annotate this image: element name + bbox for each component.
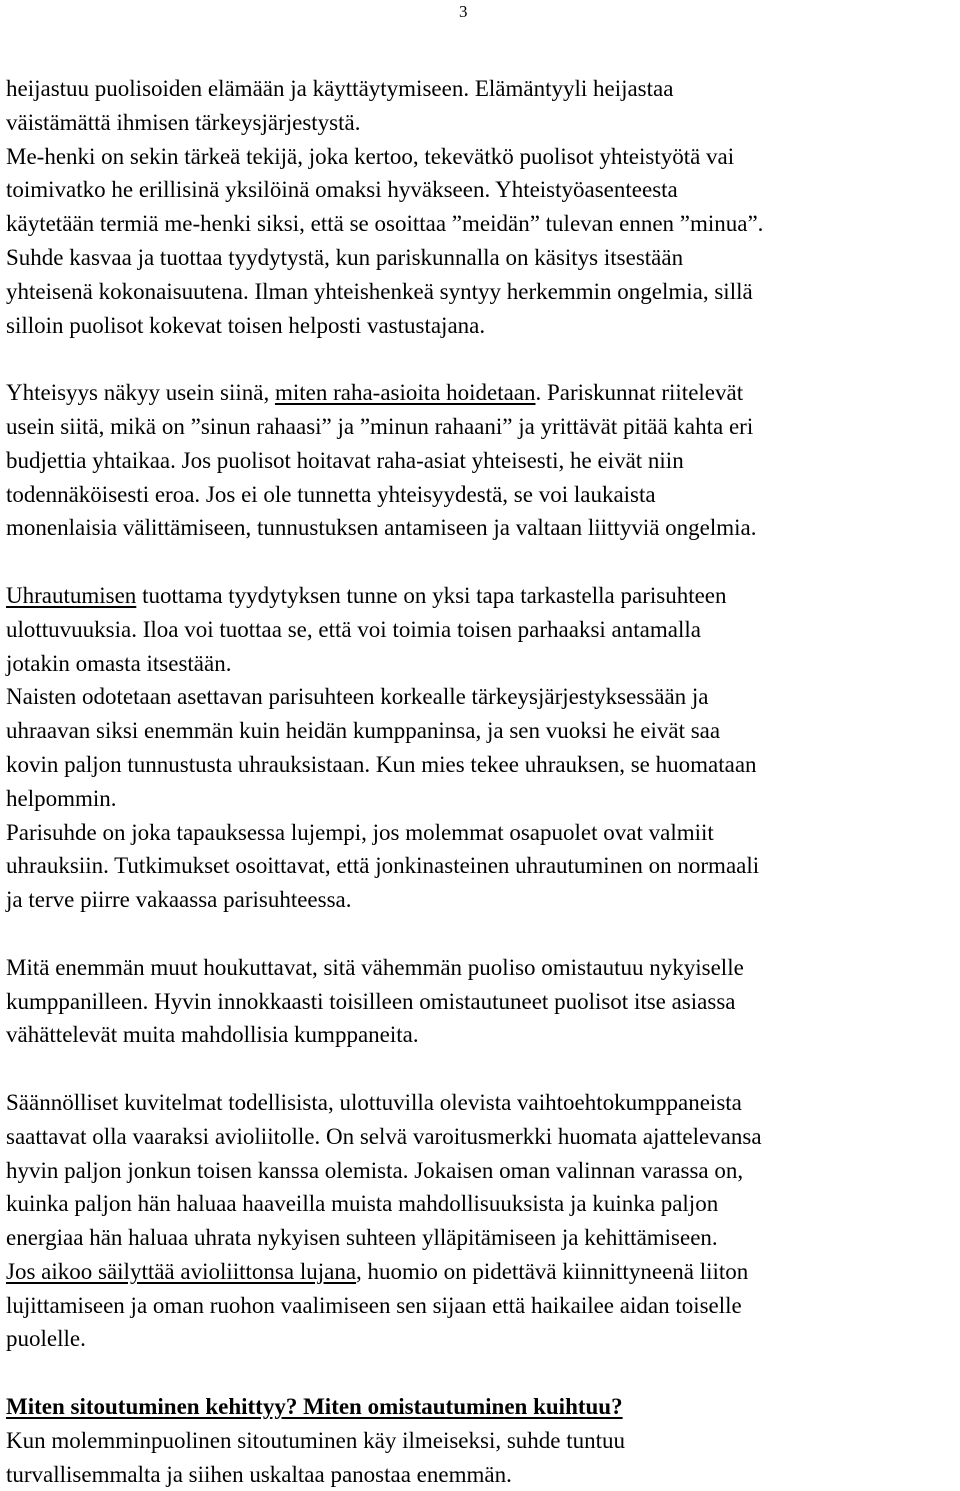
- text-line: väistämättä ihmisen tärkeysjärjestystä.: [6, 109, 361, 135]
- text-line: jotakin omasta itsestään.: [6, 650, 232, 676]
- text-line: saattavat olla vaaraksi avioliitolle. On selvä varoitusmerkki huomata ajattelevansa: [6, 1123, 762, 1149]
- text-line: ulottuvuuksia. Iloa voi tuottaa se, että voi toimia toisen parhaaksi antamalla: [6, 616, 701, 642]
- text-line: vähättelevät muita mahdollisia kumppaneita.: [6, 1022, 419, 1048]
- text-line: [6, 376, 956, 410]
- text-line: kovin paljon tunnustusta uhrauksistaan. Kun mies tekee uhrauksen, se huomataan: [6, 751, 757, 777]
- paragraph-lifestyle: [6, 72, 956, 342]
- paragraph-commitment: [6, 1424, 956, 1491]
- text-line: puolelle.: [6, 1326, 86, 1352]
- text-segment: Yhteisyys näkyy usein siinä,: [6, 380, 275, 406]
- text-line: todennäköisesti eroa. Jos ei ole tunnetta yhteisyydestä, se voi laukaista: [6, 481, 656, 507]
- text-segment: , huomio on pidettävä kiinnittyneenä liiton: [356, 1258, 749, 1284]
- text-line: Kun molemminpuolinen sitoutuminen käy ilmeiseksi, suhde tuntuu: [6, 1427, 626, 1453]
- text-line: Mitä enemmän muut houkuttavat, sitä vähemmän puoliso omistautuu nykyiselle: [6, 954, 744, 980]
- page-number: 3: [459, 2, 468, 21]
- text-line: ja terve piirre vakaassa parisuhteessa.: [6, 887, 352, 913]
- paragraph-gap: [6, 1356, 956, 1390]
- text-line: toimivatko he erillisinä yksilöinä omaksi hyväkseen. Yhteistyöasenteesta: [6, 177, 678, 203]
- text-segment: tuottama tyydytyksen tunne on yksi tapa tarkastella parisuhteen: [136, 582, 727, 608]
- text-line: kuinka paljon hän haluaa haaveilla muista mahdollisuuksista ja kuinka paljon: [6, 1191, 719, 1217]
- text-line: kumppanilleen. Hyvin innokkaasti toisilleen omistautuneet puolisot itse asiassa: [6, 988, 736, 1014]
- text-line: lujittamiseen ja oman ruohon vaalimiseen sen sijaan että haikailee aidan toiselle: [6, 1292, 742, 1318]
- paragraph-money: [6, 376, 956, 545]
- text-line: budjettia yhtaikaa. Jos puolisot hoitavat raha-asiat yhteisesti, he eivät niin: [6, 447, 684, 473]
- text-line: Naisten odotetaan asettavan parisuhteen korkealle tärkeysjärjestyksessään ja: [6, 684, 709, 710]
- text-line: käytetään termiä me-henki siksi, että se osoittaa ”meidän” tulevan ennen ”minua”.: [6, 211, 764, 237]
- paragraph-gap: [6, 917, 956, 951]
- section-heading: Miten sitoutuminen kehittyy? Miten omistautuminen kuihtuu?: [6, 1394, 623, 1420]
- text-line: Säännölliset kuvitelmat todellisista, ulottuvilla olevista vaihtoehtokumppaneista: [6, 1089, 742, 1115]
- text-line: yhteisenä kokonaisuutena. Ilman yhteishenkeä syntyy herkemmin ongelmia, sillä: [6, 278, 753, 304]
- text-line: heijastuu puolisoiden elämään ja käyttäytymiseen. Elämäntyyli heijastaa: [6, 76, 674, 101]
- text-line: hyvin paljon jonkun toisen kanssa olemista. Jokaisen oman valinnan varassa on,: [6, 1157, 744, 1183]
- paragraph-gap: [6, 1052, 956, 1086]
- underlined-phrase: Jos aikoo säilyttää avioliittonsa lujana: [6, 1258, 357, 1284]
- paragraph-fantasies: [6, 1086, 956, 1356]
- paragraph-gap: [6, 545, 956, 579]
- text-segment: . Pariskunnat riitelevät: [535, 380, 744, 406]
- text-line: Suhde kasvaa ja tuottaa tyydytystä, kun pariskunnalla on käsitys itsestään: [6, 244, 684, 270]
- text-line: usein siitä, mikä on ”sinun rahaasi” ja ”minun rahaani” ja yrittävät pitää kahta eri: [6, 413, 754, 439]
- paragraph-gap: [6, 342, 956, 376]
- text-line: silloin puolisot kokevat toisen helposti vastustajana.: [6, 312, 486, 338]
- text-line: uhrauksiin. Tutkimukset osoittavat, että jonkinasteinen uhrautuminen on normaali: [6, 853, 760, 879]
- text-line: helpommin.: [6, 785, 117, 811]
- text-line: [6, 1255, 956, 1289]
- text-line: [6, 579, 956, 613]
- text-line: monenlaisia välittämiseen, tunnustuksen antamiseen ja valtaan liittyviä ongelmia.: [6, 515, 757, 541]
- text-line: energiaa hän haluaa uhrata nykyisen suhteen ylläpitämiseen ja kehittämiseen.: [6, 1225, 718, 1251]
- underlined-phrase: Uhrautumisen: [6, 582, 137, 608]
- text-line: Me-henki on sekin tärkeä tekijä, joka kertoo, tekevätkö puolisot yhteistyötä vai: [6, 143, 735, 169]
- paragraph-temptation: [6, 951, 956, 1052]
- document-body: [6, 72, 956, 1491]
- text-line: turvallisemmalta ja siihen uskaltaa panostaa enemmän.: [6, 1461, 512, 1487]
- paragraph-sacrifice: [6, 579, 956, 917]
- underlined-phrase: miten raha-asioita hoidetaan: [274, 380, 536, 406]
- text-line: uhraavan siksi enemmän kuin heidän kumppaninsa, ja sen vuoksi he eivät saa: [6, 718, 721, 744]
- text-line: Parisuhde on joka tapauksessa lujempi, jos molemmat osapuolet ovat valmiit: [6, 819, 714, 845]
